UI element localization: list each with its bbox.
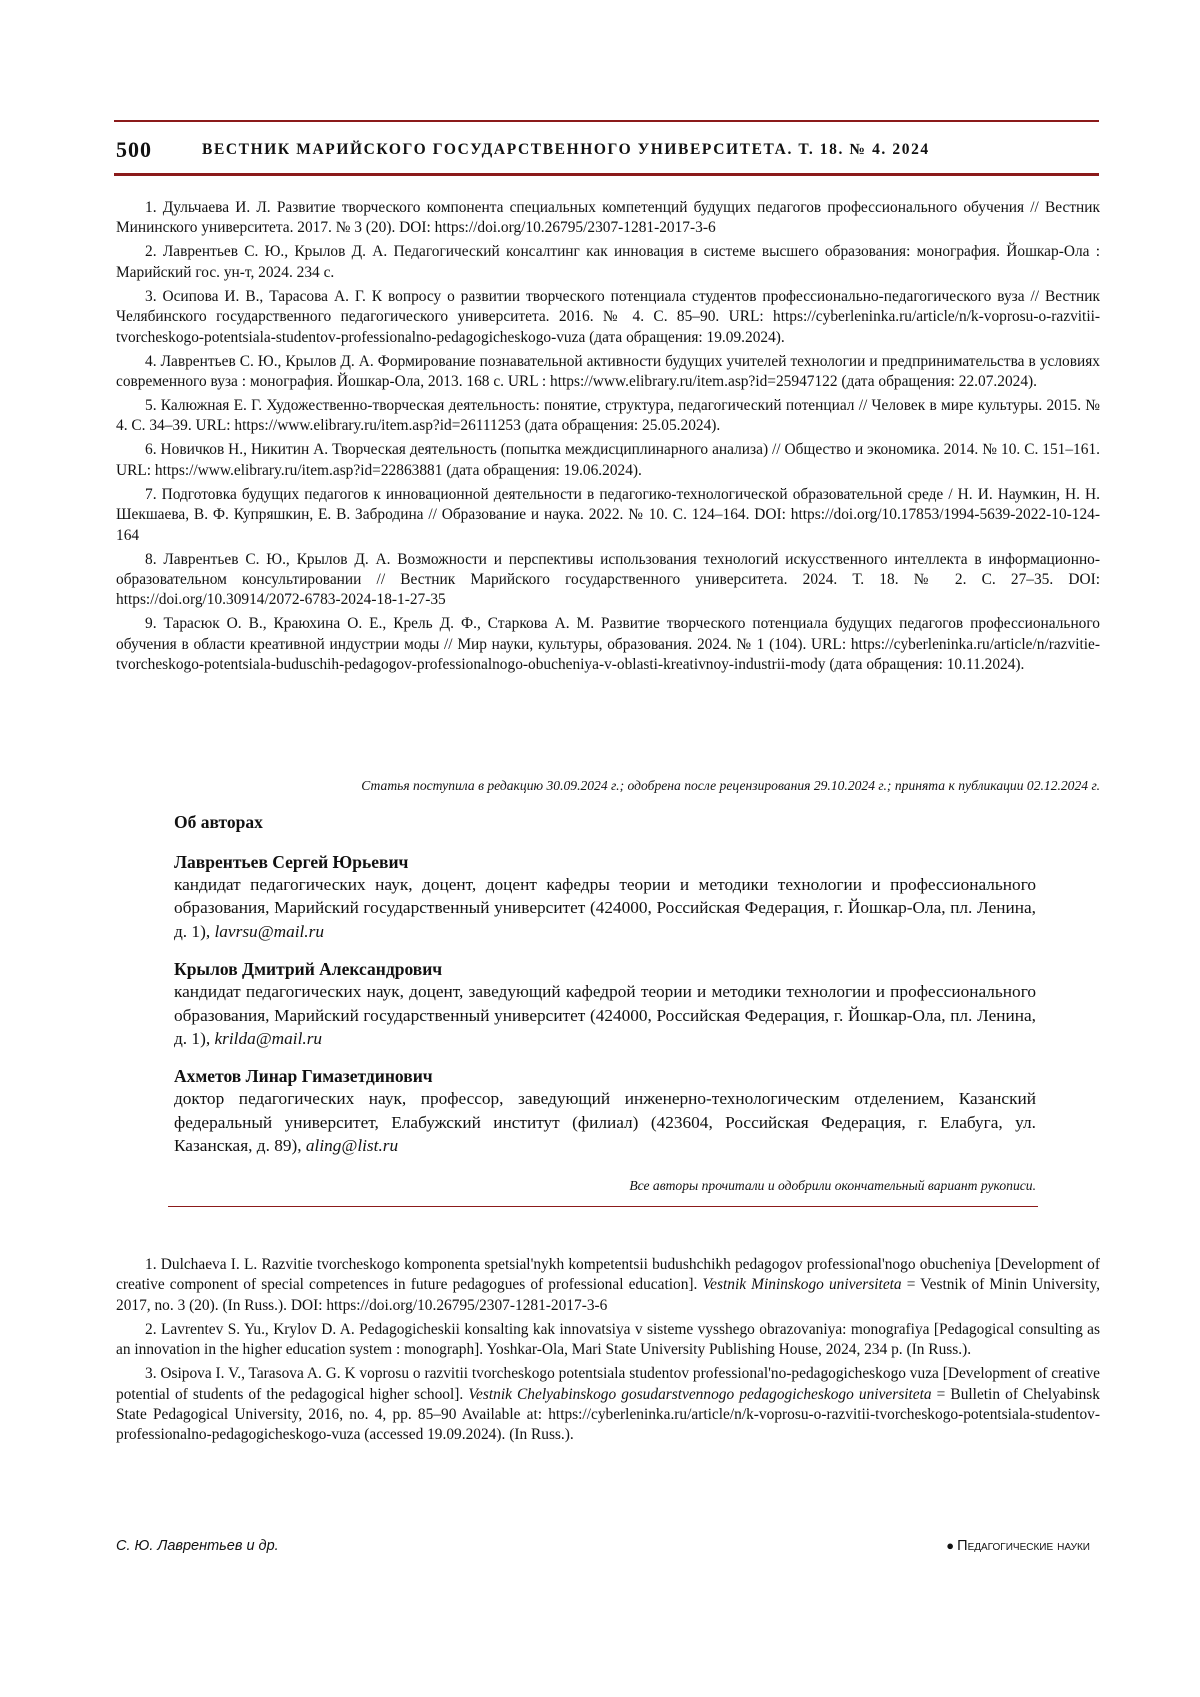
reference-en-text-tail: = Vestnik of Minin University, 2017, no. 3 (20). (In Russ.). DOI: https://doi.org/10.26795/2307-1281-2017-3-6 <box>116 1276 1100 1314</box>
page-number: 500 <box>116 137 152 162</box>
page-header <box>114 131 1099 165</box>
author-name: Ахметов Линар Гимазетдинович <box>174 1066 433 1087</box>
author-info <box>174 1087 1036 1157</box>
author-affiliation: кандидат педагогических наук, доцент, заведующий кафедрой теории и методики технологии и профессионального образования, Марийский государственный университет (424000, Российская Федерация, г. Йошкар-Ола, пл. Ленина, д. 1), <box>174 982 1036 1049</box>
author-email[interactable]: aling@list.ru <box>305 1136 399 1156</box>
footer-section <box>946 1538 1090 1554</box>
reference-en-text: 1. Dulchaeva I. L. Razvitie tvorcheskogo komponenta spetsial'nykh kompetentsii budushchikh pedagogov professional'nogo obucheniya [Development of creative component of special competences in future pedagogues of professional education]. <box>116 1256 1100 1294</box>
author-affiliation: доктор педагогических наук, профессор, заведующий инженерно-технологическим отделением, Казанский федеральный университет, Елабужский институт (филиал) (423604, Российская Федерация, г. Елабуга, ул. Казанская, д. 89), <box>174 1089 1036 1156</box>
article-received-note: Статья поступила в редакцию 30.09.2024 г.; одобрена после рецензирования 29.10.2024 г.; принята к публикации 02.12.2024 г. <box>361 778 1100 793</box>
reference-item-3: 3. Осипова И. В., Тарасова А. Г. К вопросу о развитии творческого потенциала студентов профессионально-педагогического вуза // Вестник Челябинского государственного педагогического университета. 2016. № 4. С. 85–90. URL: https://cyberleninka.ru/article/n/k-voprosu-o-razvitii-tvorcheskogo-potentsiala-studentov-professionalno-pedagogicheskogo-vuza (дата обращения: 19.09.2024). <box>116 287 1100 346</box>
reference-en-item-1 <box>116 1255 1100 1316</box>
reference-item-9: 9. Тарасюк О. В., Краюхина О. Е., Крель Д. Ф., Старкова А. М. Развитие творческого потенциала будущих педагогов профессионального обучения в области креативной индустрии моды // Мир науки, культуры, образования. 2024. № 1 (104). URL: https://cyberleninka.ru/article/n/razvitie-tvorcheskogo-potentsiala-buduschih-pedagogov-professionalnogo-obucheniya-v-oblasti-kreativnoy-industrii-mody (дата обращения: 10.11.2024). <box>116 615 1100 674</box>
reference-en-text: 2. Lavrentev S. Yu., Krylov D. A. Pedagogicheskii konsalting kak innovatsiya v sisteme vysshego obrazovaniya: monografiya [Pedagogical consulting as an innovation in the higher education system : monograph]. Yoshkar-Ola, Mari State University Publishing House, 2024, 234 p. (In Russ.). <box>116 1320 1100 1359</box>
authors-approval-note: Все авторы прочитали и одобрили окончательный вариант рукописи. <box>629 1178 1036 1193</box>
header-top-rule <box>114 120 1099 122</box>
reference-item-5: 5. Калюжная Е. Г. Художественно-творческая деятельность: понятие, структура, педагогический потенциал // Человек в мире культуры. 2015. № 4. С. 34–39. URL: https://www.elibrary.ru/item.asp?id=26111253 (дата обращения: 25.05.2024). <box>116 397 1100 435</box>
author-name: Крылов Дмитрий Александрович <box>174 959 443 980</box>
author-email[interactable]: krilda@mail.ru <box>214 1029 323 1049</box>
reference-en-text: 3. Osipova I. V., Tarasova A. G. K voprosu o razvitii tvorcheskogo potentsiala studentov professional'no-pedagogicheskogo vuza [Development of creative potential of students of the pedagogical higher school]. <box>116 1365 1100 1403</box>
journal-title: ВЕСТНИК МАРИЙСКОГО ГОСУДАРСТВЕННОГО УНИВЕРСИТЕТА. Т. 18. № 4. 2024 <box>202 141 930 158</box>
author-entry <box>174 958 1036 1050</box>
reference-en-item-3 <box>116 1364 1100 1446</box>
reference-item-4: 4. Лаврентьев С. Ю., Крылов Д. А. Формирование познавательной активности будущих учителей технологии и предпринимательства в условиях современного вуза : монография. Йошкар-Ола, 2013. 168 с. URL : https://www.elibrary.ru/item.asp?id=25947122 (дата обращения: 22.07.2024). <box>116 352 1100 391</box>
author-entry <box>174 851 1036 943</box>
author-email[interactable]: lavrsu@mail.ru <box>214 921 324 941</box>
reference-item-6: 6. Новичков Н., Никитин А. Творческая деятельность (попытка междисциплинарного анализа) // Общество и экономика. 2014. № 10. С. 151–161. URL: https://www.elibrary.ru/item.asp?id=22863881 (дата обращения: 19.06.2024). <box>116 441 1100 479</box>
reference-item-7: 7. Подготовка будущих педагогов к инновационной деятельности в педагогико-технологической образовательной среде / Н. И. Наумкин, Н. Н. Шекшаева, В. Ф. Купряшкин, Е. В. Забродина // Образование и наука. 2022. № 10. С. 124–164. DOI: https://doi.org/10.17853/1994-5639-2022-10-124-164 <box>116 485 1100 544</box>
reference-item-2: 2. Лаврентьев С. Ю., Крылов Д. А. Педагогический консалтинг как инновация в системе высшего образования: монография. Йошкар-Ола : Марийский гос. ун-т, 2024. 234 с. <box>116 243 1100 281</box>
reference-item-8: 8. Лаврентьев С. Ю., Крылов Д. А. Возможности и перспективы использования технологий искусственного интеллекта в информационно-образовательном консультировании // Вестник Марийского государственного университета. 2024. Т. 18. № 2. С. 27–35. DOI: https://doi.org/10.30914/2072-6783-2024-18-1-27-35 <box>116 550 1100 609</box>
reference-en-item-2 <box>116 1320 1100 1361</box>
reference-item-1: 1. Дульчаева И. Л. Развитие творческого компонента специальных компетенций будущих педагогов профессионального обучения // Вестник Мининского университета. 2017. № 3 (20). DOI: https://doi.org/10.26795/2307-1281-2017-3-6 <box>116 199 1100 237</box>
footer-section-label: Педагогические науки <box>957 1538 1090 1554</box>
authors-heading: Об авторах <box>174 812 263 832</box>
references-english <box>116 1255 1100 1449</box>
reference-en-journal: Vestnik Chelyabinskogo gosudarstvennogo pedagogicheskogo universiteta <box>468 1385 932 1403</box>
bullet-icon: ● <box>946 1538 955 1553</box>
about-authors-section <box>174 812 1036 1173</box>
author-affiliation: кандидат педагогических наук, доцент, доцент кафедры теории и методики технологии и профессионального образования, Марийский государственный университет (424000, Российская Федерация, г. Йошкар-Ола, пл. Ленина, д. 1), <box>174 875 1036 941</box>
author-name: Лаврентьев Сергей Юрьевич <box>174 852 409 872</box>
reference-en-text-tail: = Bulletin of Chelyabinsk State Pedagogical University, 2016, no. 4, pp. 85–90 Available at: https://cyberleninka.ru/article/n/k-voprosu-o-razvitii-tvorcheskogo-potentsiala-studentov-professionalno-pedagogicheskogo-vuza (accessed 19.09.2024). (In Russ.). <box>116 1385 1100 1444</box>
page-footer <box>116 1538 1100 1558</box>
footer-authors: С. Ю. Лаврентьев и др. <box>116 1538 279 1554</box>
author-entry <box>174 1065 1036 1157</box>
header-bottom-rule <box>114 173 1099 176</box>
references-russian <box>116 198 1100 679</box>
reference-en-journal: Vestnik Mininskogo universiteta <box>702 1276 902 1294</box>
section-divider <box>168 1206 1038 1207</box>
author-info <box>174 873 1036 943</box>
author-info <box>174 980 1036 1050</box>
